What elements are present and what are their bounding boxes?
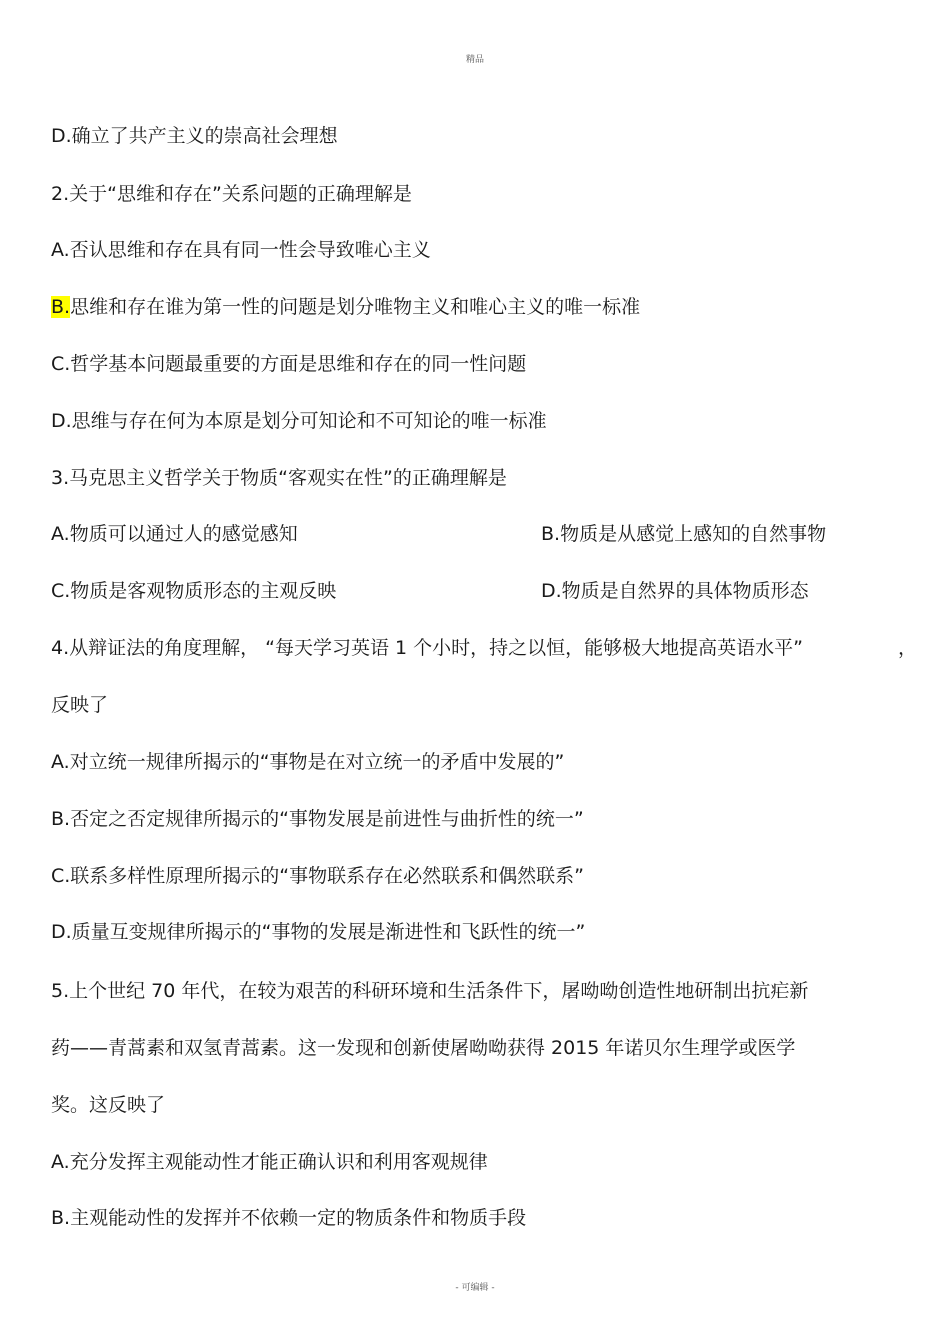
question-3-stem: 3.马克思主义哲学关于物质“客观实在性”的正确理解是 (51, 467, 507, 489)
answer-highlight: B. (51, 296, 71, 318)
page-header-mark: 精品 (465, 55, 484, 65)
question-5-option-a: A.充分发挥主观能动性才能正确认识和利用客观规律 (51, 1151, 488, 1173)
question-5-stem-line-1: 5.上个世纪 70 年代，在较为艰苦的科研环境和生活条件下，屠呦呦创造性地研制出抗疟新 (51, 980, 809, 1002)
question-4-option-d: D.质量互变规律所揭示的“事物的发展是渐进性和飞跃性的统一” (51, 921, 586, 943)
question-4-option-b: B.否定之否定规律所揭示的“事物发展是前进性与曲折性的统一” (51, 808, 584, 830)
page-footer-mark: - 可编辑 - (455, 1283, 495, 1293)
question-5-option-b: B.主观能动性的发挥并不依赖一定的物质条件和物质手段 (51, 1207, 527, 1229)
question-2-stem: 2.关于“思维和存在”关系问题的正确理解是 (51, 183, 412, 205)
question-3-option-a: A.物质可以通过人的感觉感知 (51, 523, 298, 545)
question-4-stem-comma: ， (898, 637, 918, 659)
question-4-stem-line-1: 4.从辩证法的角度理解， “每天学习英语 1 个小时，持之以恒，能够极大地提高英语水平” (51, 637, 804, 659)
question-4-option-c: C.联系多样性原理所揭示的“事物联系存在必然联系和偶然联系” (51, 865, 584, 887)
question-4-stem-line-2: 反映了 (51, 694, 109, 716)
question-5-stem-line-2: 药——青蒿素和双氢青蒿素。这一发现和创新使屠呦呦获得 2015 年诺贝尔生理学或医学 (51, 1037, 796, 1059)
option-d-prev: D.确立了共产主义的崇高社会理想 (51, 125, 338, 147)
question-3-option-d: D.物质是自然界的具体物质形态 (541, 580, 809, 602)
question-5-stem-line-3: 奖。这反映了 (51, 1094, 166, 1116)
question-4-option-a: A.对立统一规律所揭示的“事物是在对立统一的矛盾中发展的” (51, 751, 565, 773)
question-2-option-d: D.思维与存在何为本原是划分可知论和不可知论的唯一标准 (51, 410, 547, 432)
question-2-option-b-text: 思维和存在谁为第一性的问题是划分唯物主义和唯心主义的唯一标准 (70, 296, 641, 318)
question-2-option-a: A.否认思维和存在具有同一性会导致唯心主义 (51, 239, 431, 261)
question-3-option-c: C.物质是客观物质形态的主观反映 (51, 580, 337, 602)
question-3-option-b: B.物质是从感觉上感知的自然事物 (541, 523, 827, 545)
question-2-option-b (51, 295, 640, 319)
question-2-option-c: C.哲学基本问题最重要的方面是思维和存在的同一性问题 (51, 353, 527, 375)
